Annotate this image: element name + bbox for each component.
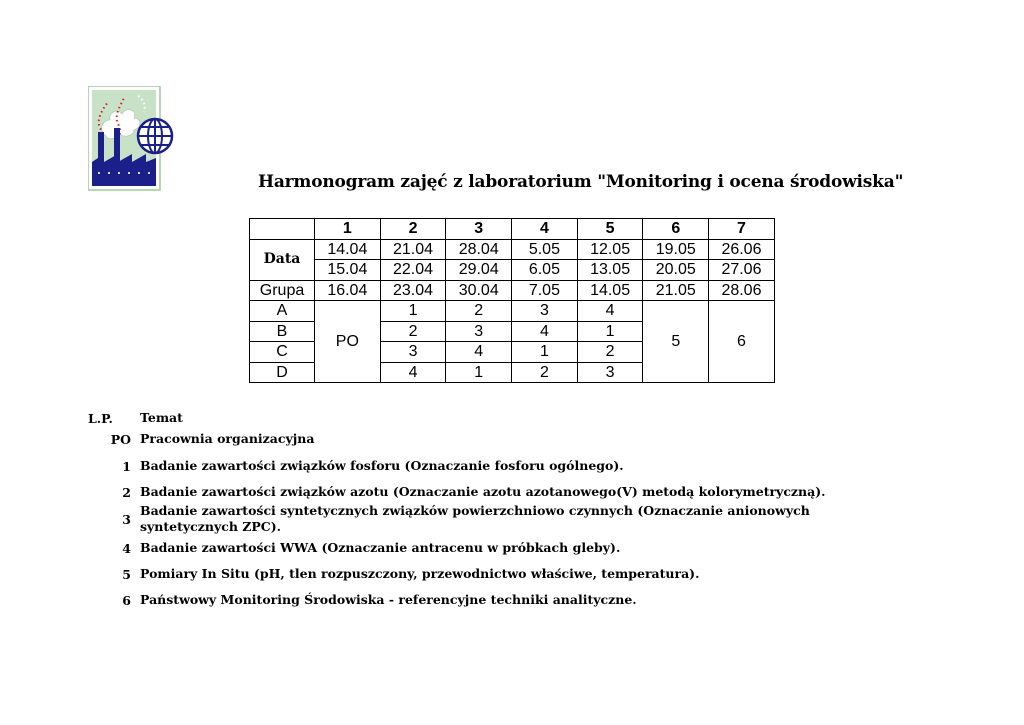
data-label: Data [250, 239, 315, 280]
col-header: 7 [709, 219, 775, 240]
topic-item [88, 458, 908, 474]
topic-cell: 4 [512, 321, 578, 342]
topic-cell: 3 [512, 301, 578, 322]
topic-text: Pracownia organizacyjna [140, 431, 315, 446]
topic-item [88, 592, 908, 608]
topic-text: Badanie zawartości związków azotu (Oznaczanie azotu azotanowego(V) metodą kolorymetryczną). [140, 484, 826, 499]
topic-cell: 2 [512, 362, 578, 383]
topic-cell: 1 [512, 342, 578, 363]
topic-text: Państwowy Monitoring Środowiska - referencyjne techniki analityczne. [140, 592, 637, 607]
topic-item [88, 503, 908, 535]
col-header: 1 [315, 219, 381, 240]
topic-item [88, 484, 908, 500]
lp-header: L.P. [88, 410, 113, 426]
dates-row [250, 239, 775, 260]
date-cell: 5.05 [512, 239, 578, 260]
topic-cell: 1 [577, 321, 643, 342]
topic-number: 6 [122, 592, 131, 608]
date-cell: 14.04 [315, 239, 381, 260]
topic-number: 3 [122, 511, 131, 527]
topic-cell: 4 [380, 362, 446, 383]
date-cell: 29.04 [446, 260, 512, 281]
topic-cell: 2 [446, 301, 512, 322]
po-cell: PO [315, 301, 381, 383]
header-row [250, 219, 775, 240]
topic-cell: 1 [380, 301, 446, 322]
topic-text: Pomiary In Situ (pH, tlen rozpuszczony, przewodnictwo właściwe, temperatura). [140, 566, 700, 581]
topic-cell: 2 [380, 321, 446, 342]
date-cell: 28.04 [446, 239, 512, 260]
date-cell: 20.05 [643, 260, 709, 281]
date-cell: 14.05 [577, 280, 643, 301]
date-cell: 13.05 [577, 260, 643, 281]
col-header: 5 [577, 219, 643, 240]
date-cell: 12.05 [577, 239, 643, 260]
corner-cell [250, 219, 315, 240]
topic-number: 4 [122, 540, 131, 556]
date-cell: 6.05 [512, 260, 578, 281]
col-header: 4 [512, 219, 578, 240]
dates-row [250, 260, 775, 281]
topic-text: Badanie zawartości związków fosforu (Oznaczanie fosforu ogólnego). [140, 458, 624, 473]
date-cell: 7.05 [512, 280, 578, 301]
group-name: B [250, 321, 315, 342]
topic-cell: 4 [577, 301, 643, 322]
date-cell: 26.06 [709, 239, 775, 260]
topic-cell: 3 [380, 342, 446, 363]
topic-item [88, 566, 908, 582]
topics-header [88, 410, 908, 426]
topic-text: Badanie zawartości syntetycznych związków powierzchniowo czynnych (Oznaczanie anionowych syntetycznych ZPC). [140, 503, 810, 534]
date-cell: 30.04 [446, 280, 512, 301]
topic-number: 2 [122, 484, 131, 500]
topic-cell: 2 [577, 342, 643, 363]
date-cell: 15.04 [315, 260, 381, 281]
topic-header: Temat [140, 410, 183, 425]
topic-cell: 3 [446, 321, 512, 342]
topics-list [88, 410, 908, 608]
date-cell: 23.04 [380, 280, 446, 301]
col-header: 6 [643, 219, 709, 240]
topic-cell: 3 [577, 362, 643, 383]
all-groups-cell-7: 6 [709, 301, 775, 383]
group-name: D [250, 362, 315, 383]
date-cell: 16.04 [315, 280, 381, 301]
topic-item [88, 540, 908, 556]
factory-globe-logo [88, 86, 174, 192]
group-name: A [250, 301, 315, 322]
topic-text: Badanie zawartości WWA (Oznaczanie antracenu w próbkach gleby). [140, 540, 621, 555]
col-header: 2 [380, 219, 446, 240]
group-name: C [250, 342, 315, 363]
topic-number: 5 [122, 566, 131, 582]
date-cell: 21.05 [643, 280, 709, 301]
topic-cell: 4 [446, 342, 512, 363]
topic-number: 1 [122, 458, 131, 474]
group-row-a [250, 301, 775, 322]
group-label: Grupa [250, 280, 315, 301]
col-header: 3 [446, 219, 512, 240]
date-cell: 19.05 [643, 239, 709, 260]
topic-item [88, 431, 908, 447]
topic-number: PO [110, 431, 131, 447]
schedule-table [249, 218, 775, 383]
date-cell: 22.04 [380, 260, 446, 281]
group-dates-row [250, 280, 775, 301]
date-cell: 27.06 [709, 260, 775, 281]
date-cell: 28.06 [709, 280, 775, 301]
page-title: Harmonogram zajęć z laboratorium "Monitoring i ocena środowiska" [258, 172, 904, 192]
topic-cell: 1 [446, 362, 512, 383]
date-cell: 21.04 [380, 239, 446, 260]
all-groups-cell-6: 5 [643, 301, 709, 383]
